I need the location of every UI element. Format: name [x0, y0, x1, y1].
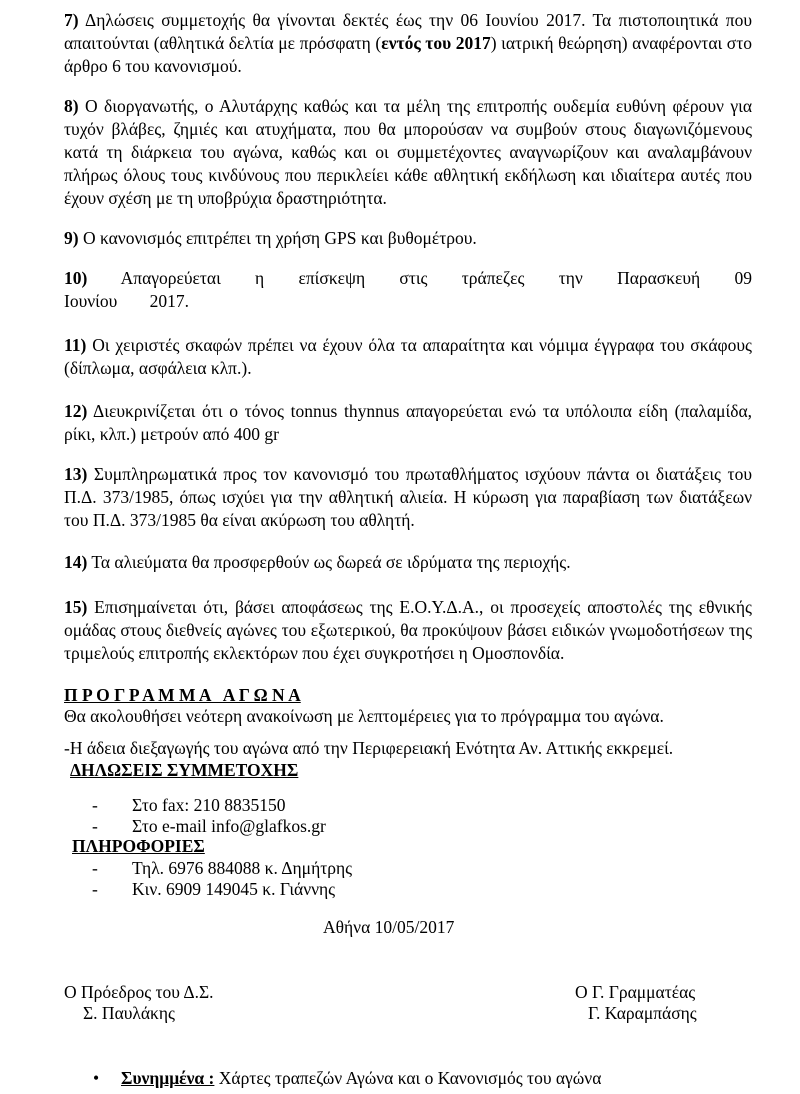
paragraph-text: Διευκρινίζεται ότι ο τόνος tonnus thynnus απαγορεύεται ενώ τα υπόλοιπα είδη (παλαμίδα, ρίκι, κλπ.) μετρούν από 400 gr	[64, 401, 752, 444]
declarations-heading: ΔΗΛΩΣΕΙΣ ΣΥΜΜΕΤΟΧΗΣ	[70, 760, 299, 780]
paragraph-text: Τα αλιεύματα θα προσφερθούν ως δωρεά σε ιδρύματα της περιοχής.	[87, 552, 571, 572]
paragraph-number: 15)	[64, 597, 88, 617]
bullet-icon: •	[93, 1068, 100, 1088]
fax-text: Στο fax: 210 8835150	[132, 795, 286, 815]
secretary-name: Γ. Καραμπάσης	[588, 1003, 697, 1023]
paragraph-10	[64, 267, 752, 313]
declaration-fax	[92, 794, 285, 816]
info-heading: ΠΛΗΡΟΦΟΡΙΕΣ	[72, 836, 205, 856]
paragraph-number: 12)	[64, 401, 88, 421]
secretary-title: Ο Γ. Γραμματέας	[575, 982, 696, 1002]
permit-note: -Η άδεια διεξαγωγής του αγώνα από την Περιφερειακή Ενότητα Αν. Αττικής εκκρεμεί.	[64, 738, 674, 758]
email-text: Στο e-mail info@glafkos.gr	[132, 816, 326, 836]
bold-text: εντός του 2017	[381, 33, 491, 53]
paragraph-11	[64, 334, 752, 380]
info-mobile	[92, 878, 335, 900]
paragraph-text: Δηλώσεις συμμετοχής θα γίνονται δεκτές έως την 06 Ιουνίου 2017. Τα πιστοποιητικά που απαιτούνται (αθλητικά δελτία με πρόσφατη (	[64, 10, 752, 53]
declaration-email	[92, 815, 326, 837]
paragraph-text: Ο διοργανωτής, ο Αλυτάρχης καθώς και τα μέλη της επιτροπής ουδεμία ευθύνη φέρουν για τυχόν βλάβες, ζημιές και ατυχήματα, που θα μπορούσαν να συμβούν στους διαγωνιζόμενους κατά τη διάρκεια του αγώνα, καθώς και οι συμμετέχοντες αναγνωρίζουν και αναλαμβάνουν πλήρως όλους τους κινδύνους που περικλείει κάθε αθλητική εκδήλωση και ιδιαίτερα αυτές που έχουν σχέση με τη υποβρύχια δραστηριότητα.	[64, 96, 752, 208]
mobile-text: Κιν. 6909 149045 κ. Γιάννης	[132, 879, 336, 899]
attachments-line	[93, 1066, 601, 1090]
paragraph-7	[64, 9, 752, 78]
program-note: Θα ακολουθήσει νεότερη ανακοίνωση με λεπτομέρειες για το πρόγραμμα του αγώνα.	[64, 706, 664, 726]
paragraph-text: ) ιατρική θεώρηση) αναφέρονται στο άρθρο 6 του κανονισμού.	[64, 33, 752, 76]
info-phone	[92, 857, 352, 879]
paragraph-14	[64, 551, 752, 574]
attachments-label: Συνημμένα :	[121, 1068, 215, 1088]
paragraph-text: Ο κανονισμός επιτρέπει τη χρήση GPS και βυθομέτρου.	[78, 228, 477, 248]
paragraph-13	[64, 463, 752, 532]
dash: -	[92, 879, 98, 899]
paragraph-number: 13)	[64, 464, 88, 484]
paragraph-number: 14)	[64, 552, 88, 572]
paragraph-8	[64, 95, 752, 210]
paragraph-text: Επισημαίνεται ότι, βάσει αποφάσεως της Ε.Ο.Υ.Δ.Α., οι προσεχείς αποστολές της εθνικής ομάδας στους διεθνείς αγώνες του εξωτερικού, θα προκύψουν βάσει ειδικών γνωμοδοτήσεων της τριμελούς επιτροπής εκλεκτόρων που έχει συγκροτήσει η Ομοσπονδία.	[64, 597, 752, 663]
paragraph-number: 7)	[64, 10, 79, 30]
paragraph-text: Συμπληρωματικά προς τον κανονισμό του πρωταθλήματος ισχύουν πάντα οι διατάξεις του Π.Δ. 373/1985, όπως ισχύει για την αθλητική αλιεία. Η κύρωση για παραβίαση των διατάξεων του Π.Δ. 373/1985 θα είναι ακύρωση του αθλητή.	[64, 464, 752, 530]
paragraph-text: Οι χειριστές σκαφών πρέπει να έχουν όλα τα απαραίτητα και νόμιμα έγγραφα του σκάφους (δίπλωμα, ασφάλεια κλπ.).	[64, 335, 752, 378]
dash: -	[92, 858, 98, 878]
paragraph-15	[64, 596, 752, 665]
paragraph-12	[64, 400, 752, 446]
president-name: Σ. Παυλάκης	[83, 1003, 175, 1023]
president-title: Ο Πρόεδρος του Δ.Σ.	[64, 982, 214, 1002]
paragraph-text: Απαγορεύεται η επίσκεψη στις τράπεζες την Παρασκευή 09 Ιουνίου 2017.	[64, 268, 752, 311]
paragraph-number: 8)	[64, 96, 79, 116]
paragraph-number: 9)	[64, 228, 79, 248]
paragraph-number: 11)	[64, 335, 87, 355]
attachments-text: Χάρτες τραπεζών Αγώνα και ο Κανονισμός του αγώνα	[214, 1068, 602, 1088]
paragraph-9	[64, 227, 752, 250]
date-line: Αθήνα 10/05/2017	[323, 917, 455, 937]
dash: -	[92, 795, 98, 815]
program-heading: Π Ρ Ο Γ Ρ Α Μ Μ Α Α Γ Ω Ν Α	[64, 685, 301, 705]
phone-text: Τηλ. 6976 884088 κ. Δημήτρης	[132, 858, 353, 878]
paragraph-number: 10)	[64, 268, 88, 288]
dash: -	[92, 816, 98, 836]
